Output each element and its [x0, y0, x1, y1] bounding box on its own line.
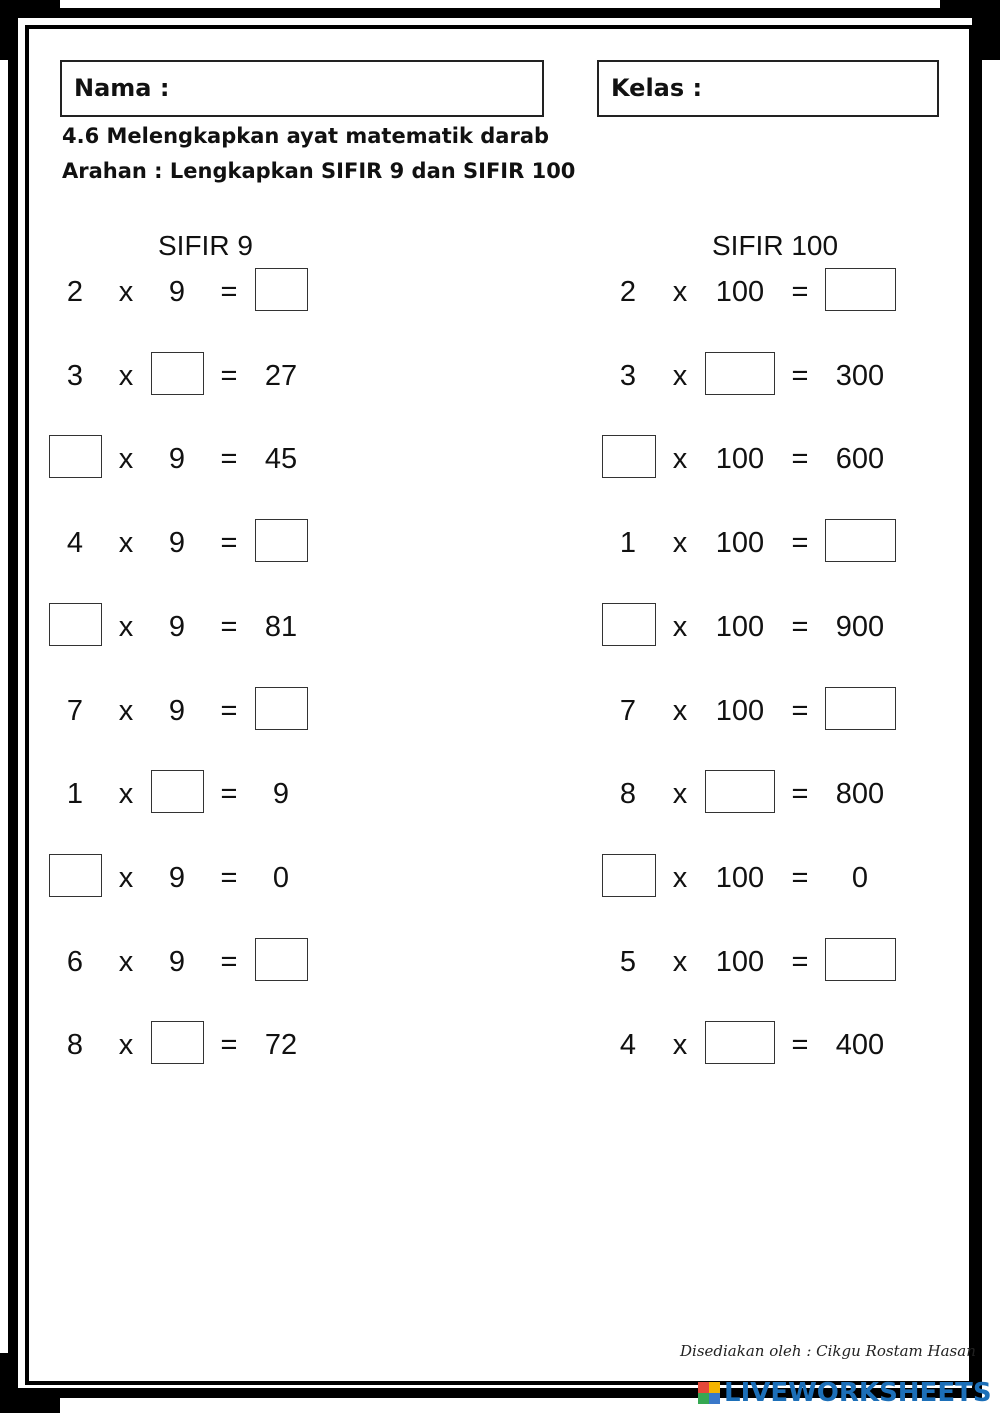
multiplicand: 1 — [619, 527, 637, 560]
sifir100-row — [0, 270, 1000, 314]
multiplier: 100 — [715, 610, 765, 643]
sifir100-row — [0, 354, 1000, 398]
objective-line: 4.6 Melengkapkan ayat matematik darab — [62, 124, 550, 148]
times-sign: x — [672, 610, 688, 643]
times-sign: x — [118, 527, 134, 560]
multiplier: 9 — [168, 861, 186, 894]
times-sign: x — [672, 1029, 688, 1062]
credit-text: Disediakan oleh : Cikgu Rostam Hasan — [680, 1342, 976, 1360]
product: 81 — [264, 610, 298, 643]
times-sign: x — [672, 527, 688, 560]
sifir9-title: SIFIR 9 — [158, 230, 253, 261]
product: 600 — [835, 443, 885, 476]
multiplicand: 8 — [619, 778, 637, 811]
times-sign: x — [118, 359, 134, 392]
product: 800 — [835, 778, 885, 811]
product: 400 — [835, 1029, 885, 1062]
multiplier: 100 — [715, 527, 765, 560]
multiplicand: 1 — [66, 778, 84, 811]
multiplicand: 6 — [66, 945, 84, 978]
times-sign: x — [118, 861, 134, 894]
answer-box[interactable] — [825, 268, 896, 311]
multiplicand: 5 — [619, 945, 637, 978]
multiplier: 9 — [168, 610, 186, 643]
equals-sign: = — [220, 778, 238, 811]
multiplier: 100 — [715, 861, 765, 894]
equals-sign: = — [791, 276, 809, 308]
multiplier: 9 — [168, 945, 186, 978]
equals-sign: = — [791, 1029, 809, 1062]
product: 0 — [851, 861, 869, 894]
sifir100-title: SIFIR 100 — [712, 230, 839, 261]
product: 0 — [272, 861, 290, 894]
multiplier: 9 — [168, 276, 186, 308]
times-sign: x — [672, 276, 688, 308]
equals-sign: = — [220, 527, 238, 560]
multiplicand: 3 — [619, 359, 637, 392]
equals-sign: = — [791, 527, 809, 560]
equals-sign: = — [220, 359, 238, 392]
sifir100-row — [0, 605, 1000, 649]
times-sign: x — [672, 945, 688, 978]
times-sign: x — [118, 778, 134, 811]
equals-sign: = — [220, 861, 238, 894]
times-sign: x — [672, 359, 688, 392]
sifir100-row — [0, 437, 1000, 481]
product: 72 — [264, 1029, 298, 1062]
watermark — [698, 1378, 992, 1408]
product: 27 — [264, 359, 298, 392]
kelas-field[interactable] — [597, 60, 939, 117]
product: 45 — [264, 443, 298, 476]
multiplier: 100 — [715, 694, 765, 727]
equals-sign: = — [220, 276, 238, 308]
sifir100-row — [0, 521, 1000, 565]
equals-sign: = — [791, 945, 809, 978]
multiplicand: 7 — [619, 694, 637, 727]
product: 9 — [272, 778, 290, 811]
equals-sign: = — [791, 694, 809, 727]
equals-sign: = — [220, 610, 238, 643]
multiplicand: 3 — [66, 359, 84, 392]
multiplier: 9 — [168, 443, 186, 476]
multiplier: 100 — [715, 443, 765, 476]
kelas-label: Kelas : — [611, 74, 703, 102]
answer-box[interactable] — [825, 938, 896, 981]
times-sign: x — [118, 610, 134, 643]
watermark-text: LIVEWORKSHEETS — [724, 1378, 992, 1408]
times-sign: x — [118, 443, 134, 476]
times-sign: x — [672, 861, 688, 894]
multiplicand: 8 — [66, 1029, 84, 1062]
frame-corner-tr-v — [982, 0, 1000, 60]
equals-sign: = — [220, 1029, 238, 1062]
product: 300 — [835, 359, 885, 392]
equals-sign: = — [220, 945, 238, 978]
multiplicand: 2 — [66, 276, 84, 308]
product: 900 — [835, 610, 885, 643]
equals-sign: = — [220, 443, 238, 476]
equals-sign: = — [220, 694, 238, 727]
multiplicand: 4 — [66, 527, 84, 560]
multiplier: 9 — [168, 527, 186, 560]
times-sign: x — [118, 276, 134, 308]
nama-label: Nama : — [74, 74, 170, 102]
sifir100-row — [0, 940, 1000, 984]
multiplicand: 2 — [619, 276, 637, 308]
times-sign: x — [118, 694, 134, 727]
instruction-line: Arahan : Lengkapkan SIFIR 9 dan SIFIR 100 — [62, 159, 576, 183]
multiplier: 100 — [715, 276, 765, 308]
multiplicand: 4 — [619, 1029, 637, 1062]
liveworksheets-logo-icon — [698, 1382, 720, 1404]
equals-sign: = — [791, 443, 809, 476]
times-sign: x — [672, 694, 688, 727]
equals-sign: = — [791, 861, 809, 894]
nama-field[interactable] — [60, 60, 544, 117]
sifir100-row — [0, 1023, 1000, 1067]
times-sign: x — [672, 443, 688, 476]
frame-corner-tl-v — [0, 0, 18, 60]
sifir100-row — [0, 856, 1000, 900]
equals-sign: = — [791, 359, 809, 392]
multiplicand: 7 — [66, 694, 84, 727]
multiplier: 100 — [715, 945, 765, 978]
equals-sign: = — [791, 610, 809, 643]
times-sign: x — [672, 778, 688, 811]
sifir100-row — [0, 689, 1000, 733]
sifir100-row — [0, 772, 1000, 816]
times-sign: x — [118, 945, 134, 978]
equals-sign: = — [791, 778, 809, 811]
answer-box[interactable] — [825, 519, 896, 562]
answer-box[interactable] — [825, 687, 896, 730]
frame-corner-bl-v — [0, 1353, 18, 1413]
multiplier: 9 — [168, 694, 186, 727]
times-sign: x — [118, 1029, 134, 1062]
